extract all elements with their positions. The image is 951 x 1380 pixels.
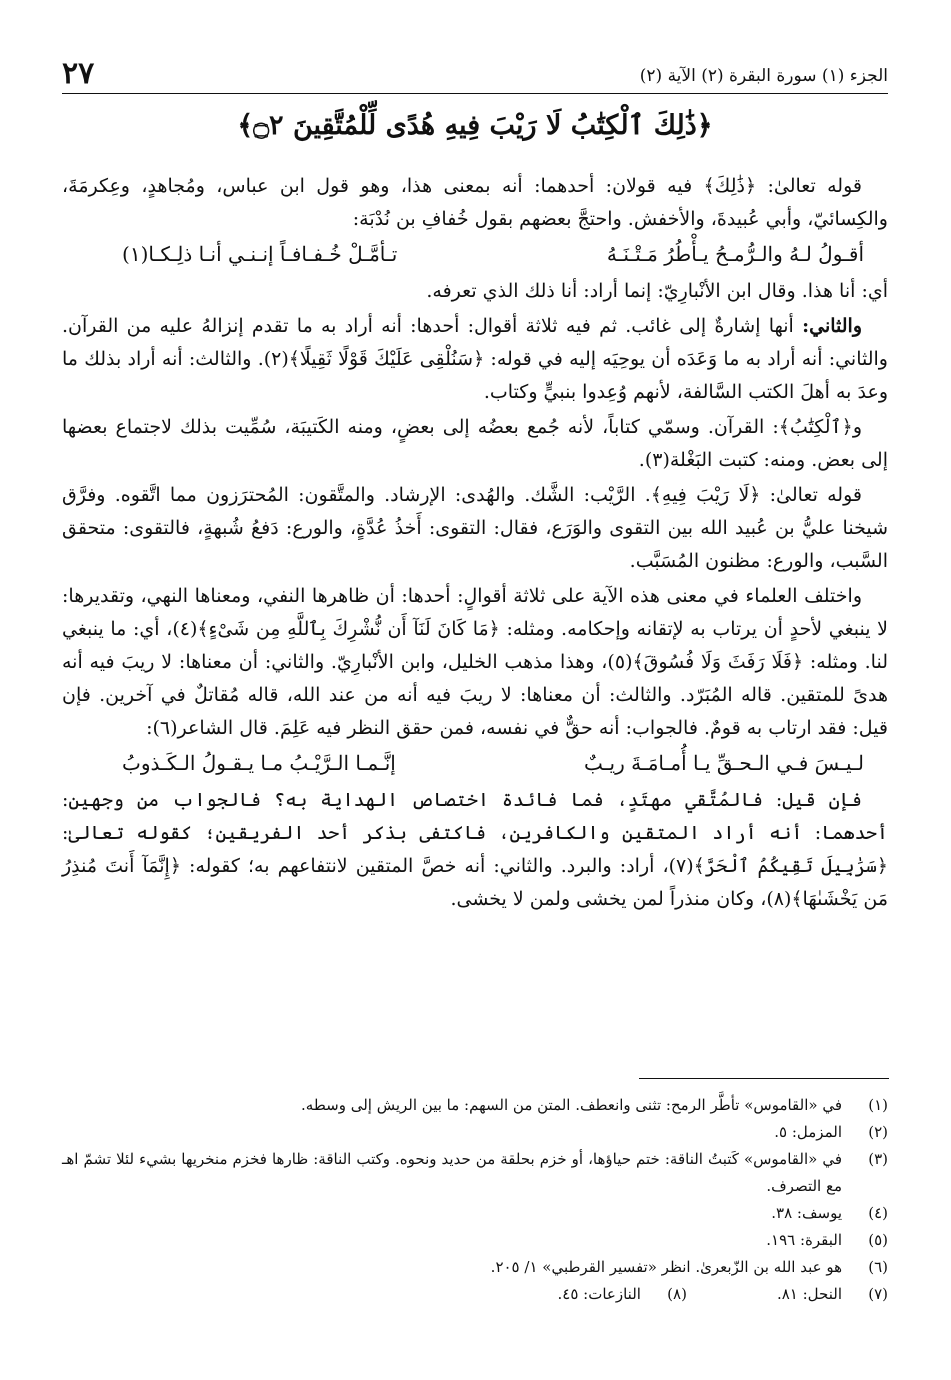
footnote-text: البقرة: ١٩٦. bbox=[766, 1231, 842, 1249]
footnote-text: النازعات: ٤٥. bbox=[557, 1285, 641, 1303]
footnote-number: (٣) bbox=[868, 1150, 888, 1168]
footnote-5 bbox=[62, 1227, 888, 1254]
paragraph-3-text: أنها إشارةٌ إلى غائب. ثم فيه ثلاثة أقوال: أحدها: أنه أراد به ما تقدم إنزالهُ عليه من القرآن. والثاني: أنه أراد به ما وَعَدَه أن يوحِيَه إليه في قوله: ﴿سَنُلْقِى عَلَيْكَ قَوْلًا ثَقِيلًا﴾(٢). والثالث: أنه أراد بذلك ما وعدَ به أهلَ الكتب السَّالفة، لأنهم وُعِدوا بنبيٍّ وكتاب. bbox=[62, 315, 888, 403]
paragraph-1: قوله تعالىٰ: ﴿ذَٰلِكَ﴾ فيه قولان: أحدهما: أنه بمعنى هذا، وهو قول ابن عباس، ومُجاهدٍ، وعِكرمَةَ، والكِسائيّ، وأبي عُبيدةَ، والأخفش. واحتجَّ بعضهم بقول خُفافِ بن نُدْبَة: bbox=[62, 175, 888, 230]
footnote-number: (١) bbox=[868, 1096, 888, 1114]
page-number: ٢٧ bbox=[62, 56, 95, 91]
paragraph-2: أي: أنا هذا. وقال ابن الأنْبارِيّ: إنما أراد: أنا ذلك الذي تعرفه. bbox=[426, 280, 888, 302]
footnote-text: يوسف: ٣٨. bbox=[771, 1204, 842, 1222]
footnote-pair bbox=[62, 1281, 888, 1308]
paragraph-6: واختلف العلماء في معنى هذه الآية على ثلاثة أقوالٍ: أحدها: أن ظاهرها النفي، ومعناها النهي، وتقديرها: لا ينبغي لأحدٍ أن يرتاب به لإتقانه وإحكامه. ومثله: ﴿مَا كَانَ لَنَآ أَن نُّشْرِكَ بِٱللَّهِ مِن شَىْءٍ﴾(٤)، أي: ما ينبغي لنا. ومثله: ﴿فَلَا رَفَثَ وَلَا فُسُوقَ﴾(٥)، وهذا مذهب الخليل، وابن الأنْبارِيّ. والثاني: أن معناها: لا ريبَ فيه أنه هدىً للمتقين. قاله المُبَرّد. والثالث: أن معناها: لا ريبَ فيه أنه من عند الله، قاله مُقاتلٌ في آخرين. فإن قيل: فقد ارتاب به قومٌ. فالجواب: أنه حقٌّ في نفسه، فمن حقق النظر فيه عَلِمَ. قال الشاعر(٦): bbox=[62, 585, 888, 739]
paragraph-5: قوله تعالىٰ: ﴿لَا رَيْبَ فِيهِ﴾. الرَّيْب: الشَّك. والهُدى: الإرشاد. والمتَّقون: المُحترَزون مما اتَّقوه. وفرَّق شيخنا عليُّ بن عُبيد الله بين التقوى والوَرَع، فقال: التقوى: أَخذُ عُدَّةٍ، والورع: دَفعُ شُبهةٍ، فالتقوى: متحقق السَّبب، والورع: مظنون المُسَبَّب. bbox=[62, 484, 888, 572]
verse-2-first-hemistich: لـيـسَ فـي الـحـقِّ يـا أُمـامَـةَ ريـبٌ bbox=[584, 751, 864, 775]
footnote-7 bbox=[777, 1281, 888, 1308]
footnote-text: المزمل: ٥. bbox=[774, 1123, 842, 1141]
footnote-text: النحل: ٨١. bbox=[776, 1285, 842, 1303]
paragraph-3 bbox=[62, 310, 888, 409]
verse-1-second-hemistich: تـأمَّـلْ خُـفـافـاً إنـنـي أنـا ذلِـكـا(١) bbox=[122, 242, 398, 266]
footnote-2 bbox=[62, 1119, 888, 1146]
header-rule bbox=[62, 93, 888, 94]
poetry-verse-1 bbox=[62, 238, 888, 271]
commentary-body bbox=[62, 170, 888, 918]
footnote-number: (٥) bbox=[868, 1231, 888, 1249]
paragraph-4: و﴿ٱلْكِتَٰبُ﴾: القرآن. وسمّي كتاباً، لأنه جُمع بعضُه إلى بعضٍ، ومنه الكَتيبَة، سُمِّيت بذلك لاجتماع بعضها إلى بعض. ومنه: كتبت البَغْلة(٣). bbox=[62, 416, 888, 471]
paragraph-3-lead: والثاني: bbox=[802, 315, 862, 337]
footnote-3 bbox=[62, 1146, 888, 1200]
paragraph-7: فإن قيل: فالمُتَّقي مهتَدٍ، فما فائدة اختصاص الهداية به؟ فالجواب من وجهين: أحدهما: أنه أراد المتقين والكافرين، فاكتفى بذكر أحد الفريقين؛ كقوله تعالىٰ: ﴿سَرَٰبِيلَ تَقِيكُمُ ٱلْحَرَّ﴾(٧)، أراد: والبرد. والثاني: أنه خصَّ المتقين لانتفاعهم به؛ كقوله: ﴿إِنَّمَآ أَنتَ مُنذِرُ مَن يَخْشَىٰهَا﴾(٨)، وكان منذراً لمن يخشى ولمن لا يخشى. bbox=[62, 789, 888, 910]
running-title: الجزء (١) سورة البقرة (٢) الآية (٢) bbox=[639, 66, 888, 86]
verse-2-second-hemistich: إنَّـمـا الـرَّيْـبُ مـا يـقـولُ الـكَـذوبُ bbox=[122, 751, 396, 775]
footnote-4 bbox=[62, 1200, 888, 1227]
ayah-heading: ﴿ذَٰلِكَ ٱلْكِتَٰبُ لَا رَيْبَ فِيهِ هُدًى لِّلْمُتَّقِينَ ۝٢﴾ bbox=[237, 110, 713, 141]
footnote-number: (٢) bbox=[868, 1123, 888, 1141]
footnote-number: (٤) bbox=[868, 1204, 888, 1222]
footnote-8 bbox=[558, 1281, 687, 1308]
footnote-text: في «القاموس» كَتبتُ الناقة: ختم حياؤها، أو خزم بحلقة من حديد ونحوه. وكتب الناقة: ظارها فخزم منخريها بشيء لئلا تشمّ اهـ مع التصرف. bbox=[62, 1150, 842, 1195]
footnote-6 bbox=[62, 1254, 888, 1281]
footnotes bbox=[62, 1092, 888, 1308]
poetry-verse-2 bbox=[62, 747, 888, 780]
footnote-text: في «القاموس» تأطَّر الرمح: تثنى وانعطف. المتن من السهم: ما بين الريش إلى وسطه. bbox=[301, 1096, 842, 1114]
footnote-number: (٧) bbox=[868, 1285, 888, 1303]
footnote-text: هو عبد الله بن الزّبعرىٰ. انظر «تفسير القرطبي» ١/ ٢٠٥. bbox=[490, 1258, 842, 1276]
footnote-number: (٦) bbox=[868, 1258, 888, 1276]
verse-1-first-hemistich: أقـولُ لـهُ والـرُّمـحُ يـأْطُرُ مَـتْـنَـهُ bbox=[606, 242, 864, 266]
page-header bbox=[62, 56, 888, 92]
footnote-number: (٨) bbox=[667, 1285, 687, 1303]
footnote-rule bbox=[639, 1078, 889, 1079]
footnote-1 bbox=[62, 1092, 888, 1119]
